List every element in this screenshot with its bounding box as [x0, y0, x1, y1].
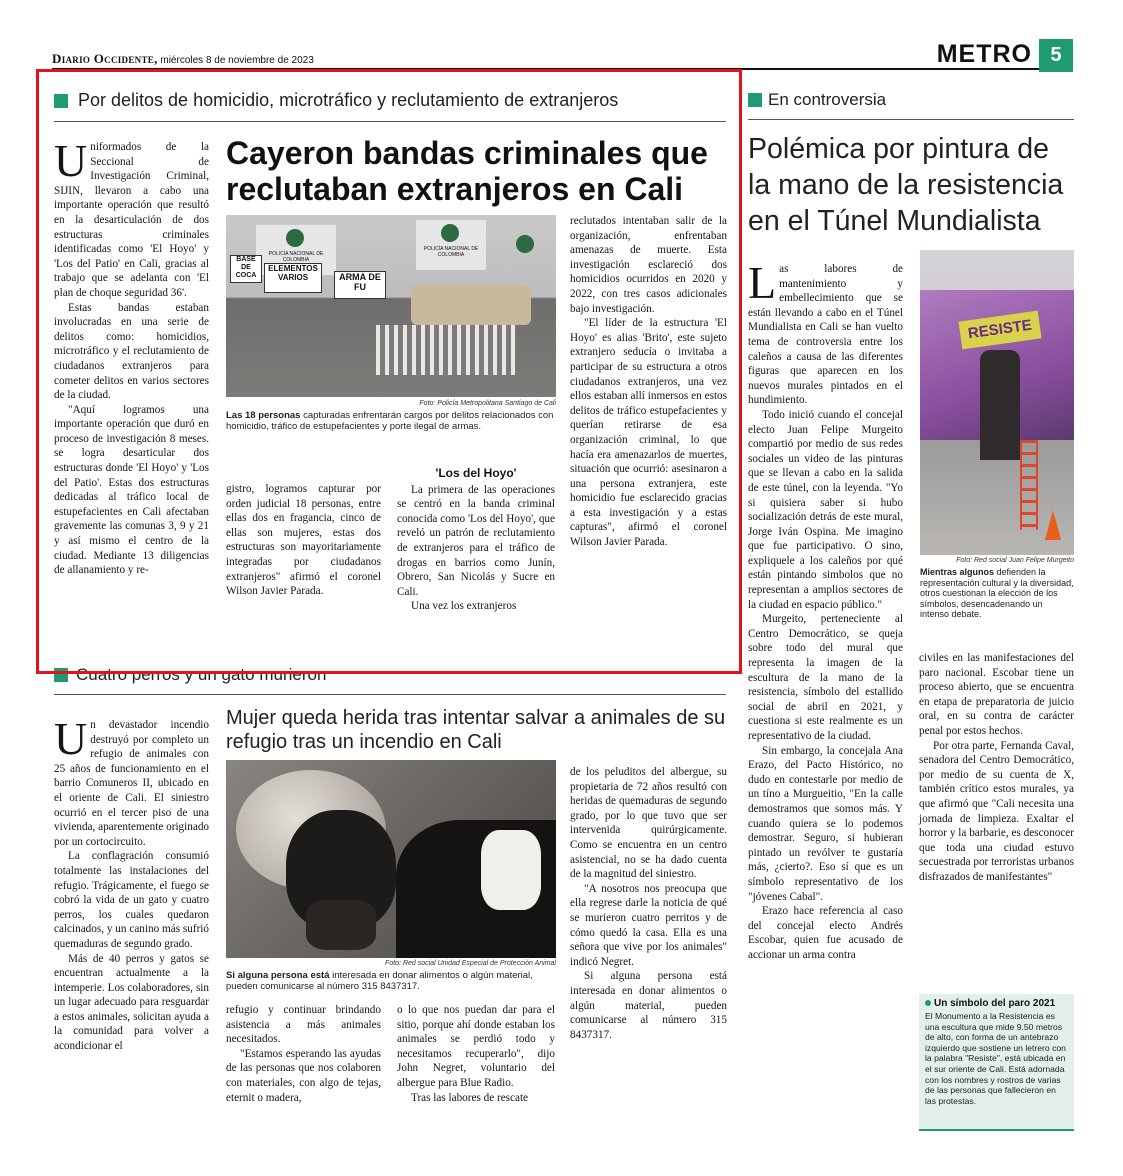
article3-headline: Mujer queda herida tras intentar salvar a animales de su refugio tras un incendio en Cali [226, 707, 726, 753]
kicker-square-icon [54, 668, 68, 682]
article3-kicker [54, 665, 734, 685]
article2-caption-text: defienden la representación cultural y la diversidad, otros cuestionan la elección de los símbolos, desencadenando un intenso debate. [920, 567, 1074, 619]
sidebar-box-text: El Monumento a la Resistencia es una escultura que mide 9.50 metros de alto, con forma de un antebrazo izquierdo que sostiene un letrero con la palabra "Resiste", está ubicada en el sur oriente de Cali. Está adornada con los nombres y rostros de varias de las personas que fallecieron en las protestas. [925, 1011, 1066, 1106]
article3-col1 [54, 713, 210, 1138]
article3-paragraph: Tras las labores de rescate [411, 1091, 529, 1104]
article3-photo [226, 760, 556, 958]
article1-kicker [54, 90, 734, 111]
article1-caption [226, 410, 556, 432]
article3-paragraph: "A nosotros nos preocupa que ella regrese darle la noticia de qué se murieron cuatro perritos y de cómo quedó la casa. Ella es una señora que vive por los animales" indicó Negret. [570, 882, 727, 968]
article2-kicker-rule [748, 119, 1074, 120]
article1-col4 [570, 214, 727, 659]
page-number: 5 [1039, 39, 1073, 72]
bullet-icon [925, 1000, 931, 1006]
evidence-sign-elementos: ELEMENTOS VARIOS [264, 263, 322, 293]
article2-kicker-text: En controversia [768, 90, 887, 109]
kicker-square-icon [748, 93, 762, 107]
masthead-line [52, 51, 752, 65]
article1-kicker-text: Por delitos de homicidio, microtráfico y reclutamiento de extranjeros [78, 90, 619, 110]
article3-paragraph: Si alguna persona está interesada en donar alimentos o algún material, pueden comunicarse al número 315 8437317. [570, 970, 727, 1041]
article3-paragraph: Más de 40 perros y gatos se encuentran actualmente a la intemperie. Los colaboradores, sin un lugar adecuado para resguardar a estos animales, solicitan ayuda a la comunidad para volver a acondicionar el [54, 952, 209, 1053]
article2-photo [920, 250, 1074, 555]
article2-paragraph: as labores de mantenimiento y embellecimiento que se están llevando a cabo en el Túnel Mundialista en Cali se han vuelto tema de controversia entre los caleños a causa de las diferentes figuras que aparecen en los nuevos murales pintados en el hundimiento. [748, 263, 903, 407]
article1-paragraph: gistro, logramos capturar por orden judicial 18 personas, entre ellas dos en fragancia, cinco de ellas son mujeres, estas dos estructuras son mayoritariamente integradas por ciudadanos extranjeros" afirmó el coronel Wilson Javier Parada. [226, 483, 381, 598]
police-banner-center: POLICÍA NACIONAL DE COLOMBIA [416, 220, 486, 270]
evidence-sign-arma: ARMA DE FU [334, 271, 386, 299]
article3-paragraph: de los peluditos del albergue, su propietaria de 72 años resultó con heridas de quemaduras de segundo grado, por lo que tuvo que ser intervenida quirúrgicamente. Como se encuentra en un centro asistencial, no se ha dado cuenta de la magnitud del siniestro. [570, 766, 727, 881]
article1-photo-credit: Foto: Policía Metropolitana Santiago de Cali [419, 400, 556, 407]
masthead-date: miércoles 8 de noviembre de 2023 [160, 55, 314, 66]
article2-col2 [919, 651, 1074, 981]
article1-paragraph: niformados de la Seccional de Investigación Criminal, SIJIN, llevaron a cabo una importante operación que resultó en la desarticulación de dos estructuras criminales identificadas como 'El Hoyo' y 'Los del Patio' en Cali, gracias al trabajo que se adelanta con 'El plan de choque seguridad 36'. [54, 141, 209, 299]
dog-snout [306, 900, 376, 950]
article1-col1 [54, 135, 209, 660]
police-crest-icon [516, 235, 534, 253]
article1-paragraph: reclutados intentaban salir de la organización, enfrentaban amenazas de muerte. Esta investigación esclareció dos homicidios ocurridos en 2020 y 2022, con tres casos adicionales bajo investigación. [570, 215, 727, 315]
article1-col2 [226, 482, 381, 662]
article2-paragraph: Sin embargo, la concejala Ana Erazo, del Pacto Histórico, no dudo en contestarle por medio de un tíno a Murgueitio, "En la calle demostramos que somos más. Y cuando quiera se lo podemos demostrar. Seguro, si hubieran pintado un revólver te gustaría más, ¿cierto?. Eso sí que es un símbolo representativo de los "jóvenes Cabal". [748, 744, 903, 903]
article2-paragraph: Murgeito, perteneciente al Centro Democrático, se queja sobre todo del mural que representa la imagen de la escultura de la mano de la resistencia, símbolo del estallido social de abril en 2021, y cuestiona si este realmente es un representativo de la ciudad. [748, 613, 903, 742]
article2-photo-credit: Foto: Red social Juan Felipe Murgeito [956, 557, 1074, 564]
bandage [481, 830, 541, 910]
article3-kicker-rule [54, 694, 726, 695]
article1-dropcap: U [54, 135, 88, 186]
article1-paragraph: Una vez los extranjeros [411, 600, 517, 613]
article2-caption [920, 567, 1074, 620]
article1-paragraph: "Aquí logramos una importante operación que duró en proceso de investigación 8 meses. se logra desarticular dos estructuras donde 'El Hoyo' y 'Los del Patio'. Estas dos estructuras dedicadas al tráfico local de estupefacientes en Cali afectaban gravemente las comunas 3, 9 y 21 y así mismo el centro de la ciudad. Mediante 13 diligencias de allanamiento y re- [54, 403, 209, 577]
article3-dropcap: U [54, 713, 88, 764]
article2-paragraph: Por otra parte, Fernanda Caval, senadora del Centro Democrático, por medio de su cuenta de X, también crítico estos murales, ya que afirmó que "Cali necesita una jornada de limpieza. Exaltar el horror y la barbarie, es desconocer que toda una ciudad estuvo secuestrada por terroristas urbanos disfrazados de manifestantes" [919, 739, 1075, 883]
sidebar-box [919, 994, 1074, 1131]
article1-col3 [397, 466, 555, 656]
article3-col3 [397, 1003, 555, 1138]
article3-paragraph: o lo que nos puedan dar para el sitio, porque ahí donde estaban los animales se perdió todo y necesitamos recuperarlo", dijo John Negret, voluntario del albergue para Blue Radio. [397, 1004, 555, 1089]
article3-caption-text: interesada en donar alimentos o algún material, pueden comunicarse al número 315 8437317. [226, 970, 533, 992]
article3-col2 [226, 1003, 381, 1138]
mural-arm [980, 350, 1020, 460]
police-crest-icon [286, 229, 304, 247]
article2-paragraph: civiles en las manifestaciones del paro nacional. Escobar tiene un proceso abierto, que se encuentra en etapa de preparatoria de juicio oral, en su contra de carácter penal por estos hechos. [919, 652, 1074, 737]
evidence-items [376, 325, 516, 375]
police-crest-icon [441, 224, 459, 242]
article1-subhead: 'Los del Hoyo' [435, 466, 517, 480]
header-rule [52, 68, 1072, 70]
masthead-name: Diario Occidente, [52, 51, 158, 66]
article1-paragraph: La primera de las operaciones se centró en la banda criminal conocida como 'Los del Hoyo', que reveló un patrón de reclutamiento de extranjeros para el tráfico de drogas en barrios como Junín, Obrero, San Nicolás y Sucre en Cali. [397, 483, 555, 598]
article3-caption [226, 970, 556, 992]
article2-caption-bold: Mientras algunos [920, 567, 995, 577]
article3-paragraph: La conflagración consumió totalmente las instalaciones del refugio. Trágicamente, el fuego se cobró la vida de un gato y cuatro perros, los cuales quedaron calcinados, y un canino más sufrió quemaduras de segundo grado. [54, 850, 209, 950]
sidebar-box-title [925, 998, 1068, 1009]
article3-paragraph: n devastador incendio destruyó por completo un refugio de animales con 25 años de funcionamiento en el barrio Comuneros II, ubicado en el oriente de Cali. El siniestro ocurrió en el tercer piso de una vivienda, aparentemente originado por un cortocircuito. [54, 719, 210, 848]
article2-paragraph: Todo inició cuando el concejal electo Juan Felipe Murgeito compartió por medio de sus redes sociales un video de las pinturas que se llevan a cabo en la salida de este túnel, con la leyenda. "Yo si quisiera saber si hubo socialización detrás de este mural, Jorge Iván Ospina. Me imagino que fue participativo. O sino, expliquele a los caleños por qué están pintando simbolos que no representan a amplios sectores de la ciudad en espacio público." [748, 408, 903, 611]
article1-headline: Cayeron bandas criminales que reclutaban extranjeros en Cali [226, 135, 708, 207]
article3-paragraph: "Estamos esperando las ayudas de las personas que nos colaboren con materiales, con algo de tejas, eternit o madera, [226, 1047, 381, 1104]
kicker-square-icon [54, 94, 68, 108]
police-banner-left: POLICÍA NACIONAL DE COLOMBIA [256, 225, 336, 275]
section-title: METRO [936, 40, 1032, 68]
article3-caption-bold: Si alguna persona está [226, 970, 330, 981]
article1-caption-bold: Las 18 personas [226, 410, 301, 421]
article3-photo-credit: Foto: Red social Unidad Especial de Protección Animal [385, 960, 556, 967]
article3-paragraph: refugio y continuar brindando asistencia a más animales necesitados. [226, 1004, 381, 1046]
article3-kicker-text: Cuatro perros y un gato murieron [76, 665, 327, 684]
article2-headline: Polémica por pintura de la mano de la resistencia en el Túnel Mundialista [748, 133, 1064, 237]
sidebar-box-title-text: Un símbolo del paro 2021 [934, 998, 1056, 1009]
mural-sign: RESISTE [958, 311, 1041, 350]
article1-caption-text: capturadas enfrentarán cargos por delitos relacionados con homicidio, tráfico de estupefacientes y porte ilegal de armas. [226, 410, 554, 432]
evidence-packets [411, 285, 531, 325]
article1-kicker-rule [54, 121, 726, 122]
article2-dropcap: L [748, 257, 777, 308]
evidence-sign-coca: BASE DE COCA [230, 255, 262, 283]
article1-paragraph: "El líder de la estructura 'El Hoyo' es alias 'Brito', este sujeto extranjero seducía o invitaba a participar de su estructura a otros ciudadanos extranjeros, una vez ellos estaban allí inmersos en estos delitos de tráfico estupefacientes y querían retirarse de esa organización criminal, lo que hacía era amenazarlos de muertes, situación que ocurrió: asesinaron a una persona extranjera, este homicidio fue esclarecido gracias a esta investigación y a estas capturas", afirmó el coronel Wilson Javier Parada. [570, 317, 727, 549]
article1-photo [226, 215, 556, 397]
article3-col4 [570, 765, 727, 1140]
traffic-cone [1045, 510, 1061, 540]
article2-paragraph: Erazo hace referencia al caso del concejal electo Andrés Escobar, quien fue acusado de accionar un arma contra [748, 905, 903, 961]
article2-col1 [748, 257, 903, 1132]
ladder [1020, 440, 1038, 530]
article1-paragraph: Estas bandas estaban involucradas en una serie de delitos como: homicidios, microtráfico y el reclutamiento de ciudadanos extranjeros para cometer delitos en varios sectores de la ciudad. [54, 301, 209, 402]
article2-kicker [748, 90, 1068, 110]
